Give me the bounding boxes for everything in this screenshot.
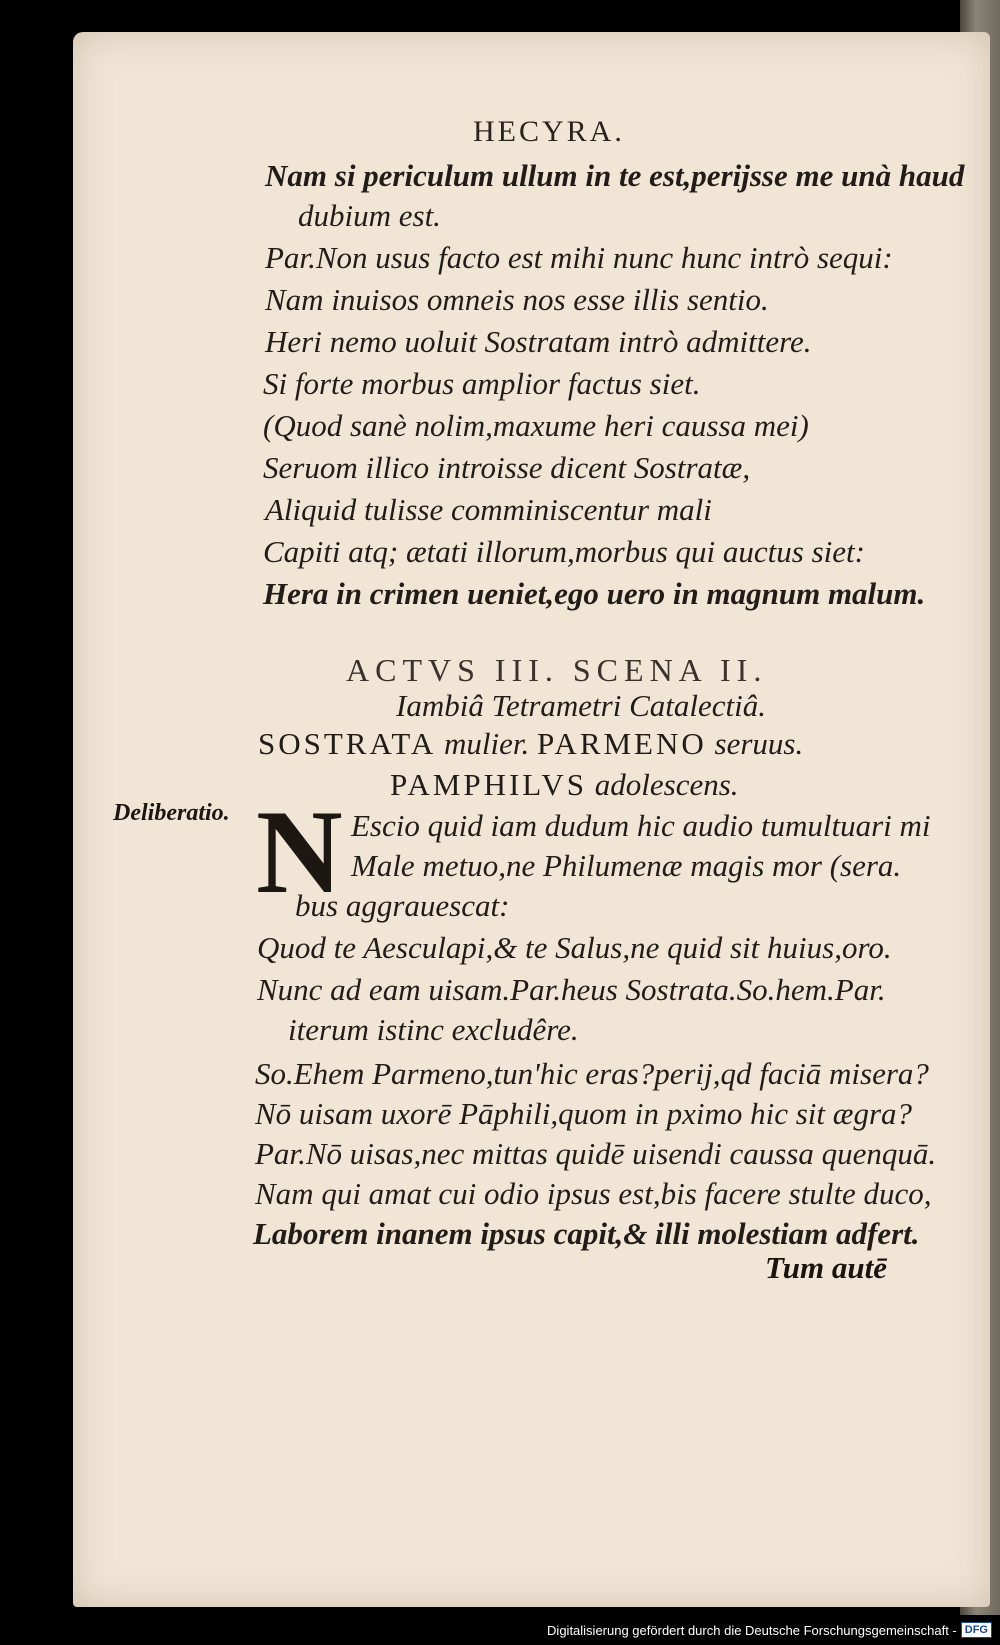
act-title: ACTVS III. SCENA II. [346,652,768,688]
cast-name-parmeno: PARMENO [537,726,707,761]
text-line-5: Heri nemo uoluit Sostratam intrò admittere. [265,324,812,359]
text-line-9: Aliquid tulisse comminiscentur mali [265,492,712,527]
catchword: Tum autē [765,1250,888,1285]
cast-name-pamphilus: PAMPHILVS [390,767,588,802]
text-line-8: Seruom illico introisse dicent Sostratæ, [263,450,751,485]
digitization-footer [547,1622,992,1638]
running-head: HECYRA. [473,115,625,148]
scene-line-1: Escio quid iam dudum hic audio tumultuari mi [351,808,931,843]
text-line-7: (Quod sanè nolim,maxume heri caussa mei) [263,408,809,443]
cast-role-mulier: mulier. [444,726,530,761]
scene-line-8: Nō uisam uxorē Pāphili,quom in pximo hic sit ægra? [255,1096,913,1131]
scene-line-10: Nam qui amat cui odio ipsus est,bis facere stulte duco, [255,1176,932,1211]
scene-line-6: iterum istinc excludêre. [288,1012,579,1047]
text-line-3: Par.Non usus facto est mihi nunc hunc intrò sequi: [265,240,893,275]
cast-line-2 [390,767,739,803]
cast-role-adolescens: adolescens. [594,767,739,802]
scene-line-7: So.Ehem Parmeno,tun'hic eras?perij,qd faciā misera? [255,1056,929,1091]
text-line-10: Capiti atq; ætati illorum,morbus qui auctus siet: [263,534,865,569]
drop-cap: N [256,785,343,918]
text-line-1: Nam si periculum ullum in te est,perijsse me unà haud [265,158,965,193]
scene-line-9: Par.Nō uisas,nec mittas quidē uisendi caussa quenquā. [255,1136,937,1171]
scene-line-5: Nunc ad eam uisam.Par.heus Sostrata.So.hem.Par. [257,972,886,1007]
text-line-4: Nam inuisos omneis nos esse illis sentio. [265,282,769,317]
cast-role-seruus: seruus. [714,726,804,761]
dfg-logo: DFG [961,1622,992,1638]
book-page [73,32,990,1607]
text-line-6: Si forte morbus amplior factus siet. [263,366,701,401]
meter-line: Iambiâ Tetrametri Catalectiâ. [396,688,766,723]
cast-line-1 [258,726,803,762]
margin-note: Deliberatio. [113,800,230,826]
cast-name-sostrata: SOSTRATA [258,726,437,761]
scene-line-3: bus aggrauescat: [295,888,510,923]
scene-line-4: Quod te Aesculapi,& te Salus,ne quid sit huius,oro. [257,930,892,965]
scene-line-2: Male metuo,ne Philumenæ magis mor (sera. [351,848,902,883]
text-line-2: dubium est. [298,198,441,233]
footer-text: Digitalisierung gefördert durch die Deutsche Forschungsgemeinschaft - [547,1622,957,1638]
scene-line-11: Laborem inanem ipsus capit,& illi molestiam adfert. [253,1216,920,1251]
text-line-11: Hera in crimen ueniet,ego uero in magnum malum. [263,576,926,611]
